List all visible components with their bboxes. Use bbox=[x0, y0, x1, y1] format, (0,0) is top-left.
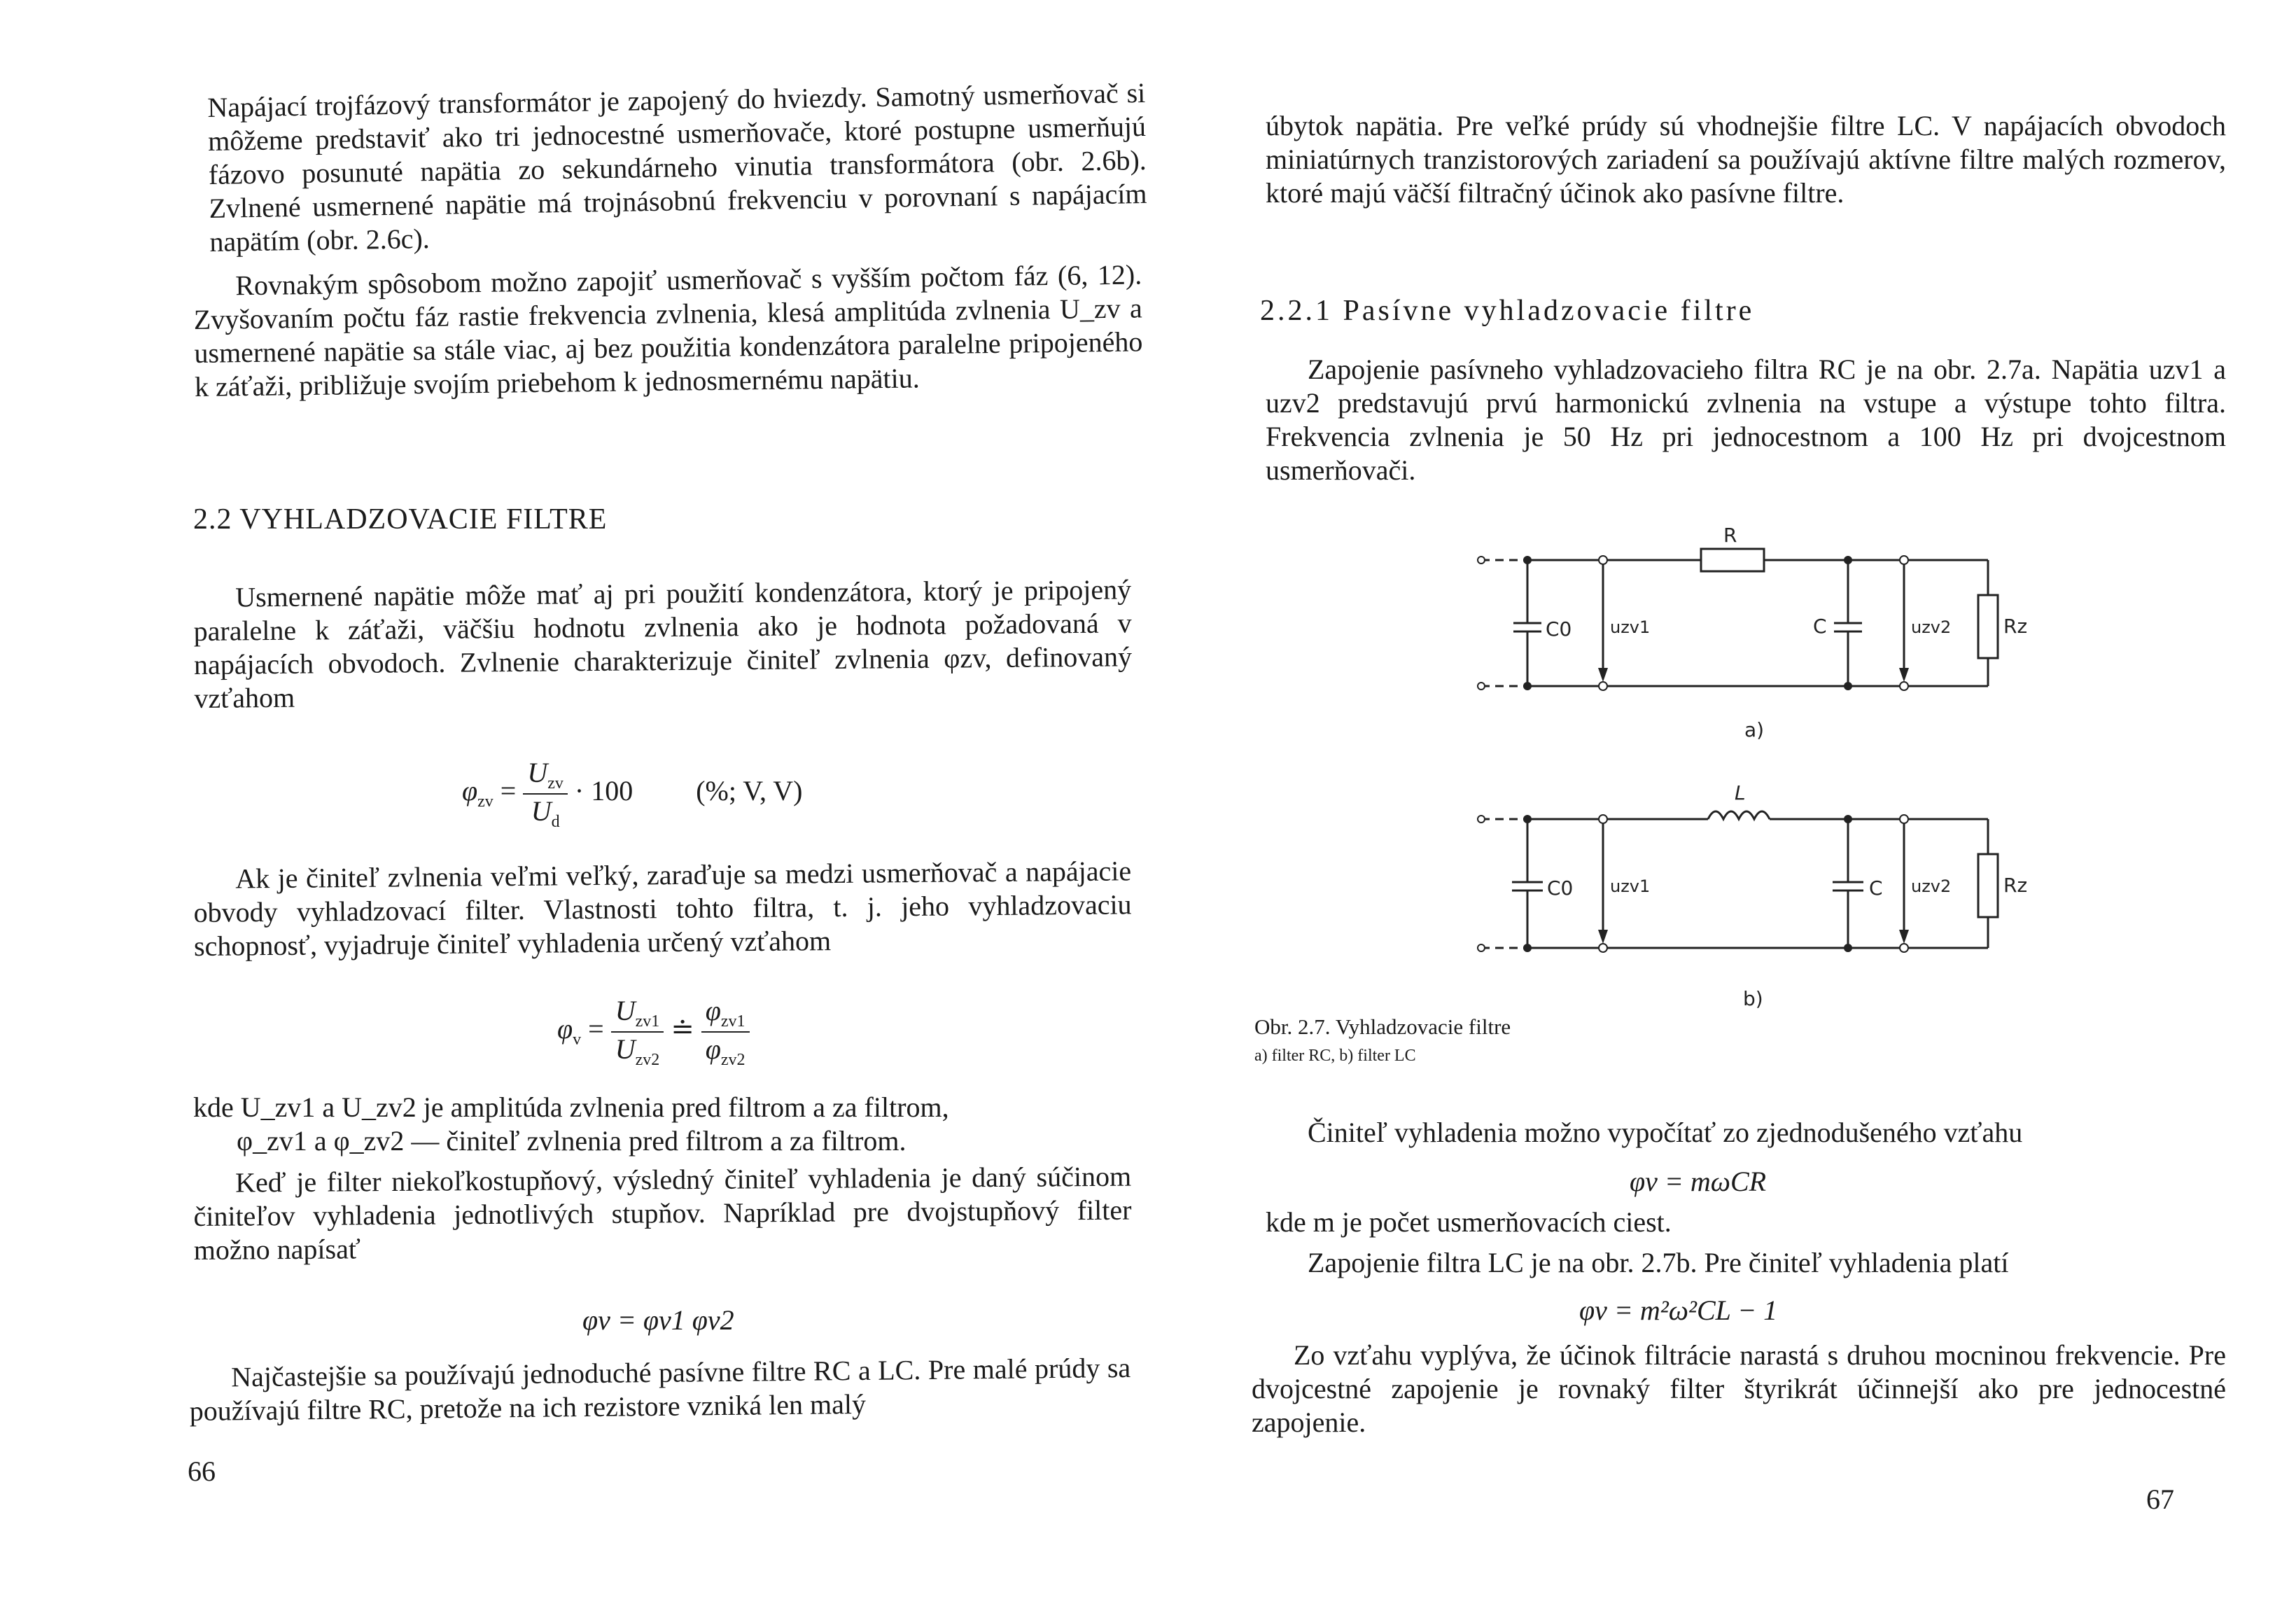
label-uzv1: uzv1 bbox=[1610, 617, 1651, 637]
section-heading: 2.2 VYHLADZOVACIE FILTRE bbox=[193, 503, 608, 536]
label-r: R bbox=[1723, 524, 1737, 547]
where-line-1: kde U_zv1 a U_zv2 je amplitúda zvlnenia pred filtrom a za filtrom, bbox=[193, 1091, 949, 1123]
left-paragraph-2-text: Rovnakým spôsobom možno zapojiť usmerňovač s vyšším počtom fáz (6, 12). Zvyšovaním počtu fáz rastie frekvencia zvlnenia, klesá amplitúda zvlnenia U_zv a usmernené napätie sa stále viac, aj bez použitia kondenzátora paralelne pripojeného k záťaži, približuje svojím priebehom k jednosmernému napätiu. bbox=[193, 258, 1143, 403]
right-paragraph-5 bbox=[1266, 1246, 2226, 1280]
right-paragraph-2-text: Zapojenie pasívneho vyhladzovacieho filtra RC je na obr. 2.7a. Napätia uzv1 a uzv2 predstavujú prvú harmonickú zvlnenia na vstupe a výstupe tohto filtra. Frekvencia zvlnenia je 50 Hz pri jednocestnom a 100 Hz pri dvojcestnom usmerňovači. bbox=[1266, 354, 2226, 486]
page-number-right: 67 bbox=[2146, 1483, 2174, 1515]
equation-lc-smoothing: φv = m²ω²CL − 1 bbox=[1579, 1294, 1778, 1326]
right-page bbox=[1148, 0, 2296, 1599]
right-paragraph-6-text: Zo vzťahu vyplýva, že účinok filtrácie narastá s druhou mocninou frekvencie. Pre dvojcestné zapojenie je rovnaký filter štyrikrát účinnejší ako pre jednocestné zapojenie. bbox=[1252, 1339, 2226, 1438]
caption-sub: a) filter RC, b) filter LC bbox=[1254, 1047, 1416, 1065]
eq1-units: (%; V, V) bbox=[696, 775, 803, 807]
eq1-lhs: $\varphi_{zv}$ bbox=[462, 775, 493, 811]
label-uzv2: uzv2 bbox=[1911, 617, 1952, 637]
right-paragraph-2 bbox=[1266, 353, 2226, 487]
subheading: 2.2.1 Pasívne vyhladzovacie filtre bbox=[1260, 295, 1755, 327]
figure-caption bbox=[1254, 1014, 1511, 1069]
label-c0: C0 bbox=[1546, 617, 1572, 641]
left-paragraph-2 bbox=[193, 258, 1143, 404]
right-paragraph-4 bbox=[1266, 1206, 2226, 1239]
caption-title: Obr. 2.7. Vyhladzovacie filtre bbox=[1254, 1014, 1511, 1039]
page-number-left: 66 bbox=[188, 1455, 216, 1487]
label-a: a) bbox=[1744, 718, 1765, 741]
schematic-rc-filter bbox=[1470, 518, 2086, 749]
label-c-b: C bbox=[1869, 877, 1883, 900]
label-rz-b: Rz bbox=[2003, 874, 2028, 897]
label-b: b) bbox=[1743, 987, 1763, 1010]
eq1-factor: · 100 bbox=[574, 775, 634, 807]
right-paragraph-3-text: Činiteľ vyhladenia možno vypočítať zo zjednodušeného vzťahu bbox=[1308, 1117, 2023, 1148]
label-uzv2-b: uzv2 bbox=[1911, 877, 1952, 896]
left-paragraph-4-text: Ak je činiteľ zvlnenia veľmi veľký, zaraďuje sa medzi usmerňovač a napájacie obvody vyhladzovací filter. Vlastnosti tohto filtra, t. j. jeho vyhladzovaciu schopnosť, vyjadruje činiteľ vyhladenia určený vzťahom bbox=[193, 855, 1132, 962]
schematic-lc-filter bbox=[1470, 777, 2086, 1015]
label-rz: Rz bbox=[2003, 615, 2028, 638]
left-paragraph-6-text: Najčastejšie sa používajú jednoduché pasívne filtre RC a LC. Pre malé prúdy sa používajú filtre RC, pretože na ich rezistore vzniká len malý bbox=[189, 1351, 1131, 1427]
left-paragraph-5 bbox=[193, 1160, 1132, 1267]
left-paragraph-5-text: Keď je filter niekoľkostupňový, výsledný činiteľ vyhladenia je daný súčinom činiteľov vyhladenia jednotlivých stupňov. Napríklad pre dvojstupňový filter možno napísať bbox=[193, 1160, 1132, 1266]
label-c0-b: C0 bbox=[1547, 877, 1574, 900]
left-paragraph-3 bbox=[193, 573, 1133, 715]
where-block bbox=[193, 1091, 1131, 1158]
left-paragraph-4 bbox=[193, 854, 1132, 963]
label-c: C bbox=[1813, 615, 1827, 638]
right-paragraph-1-text: úbytok napätia. Pre veľké prúdy sú vhodnejšie filtre LC. V napájacích obvodoch miniatúrnych tranzistorových zariadení sa používajú aktívne filtre malých rozmerov, ktoré majú väčší filtračný účinok ako pasívne filtre. bbox=[1266, 110, 2226, 209]
right-paragraph-3 bbox=[1266, 1116, 2226, 1150]
right-paragraph-4-text: kde m je počet usmerňovacích ciest. bbox=[1266, 1206, 1672, 1238]
equation-two-stage: φv = φv1 φv2 bbox=[582, 1304, 734, 1336]
left-paragraph-3-text: Usmernené napätie môže mať aj pri použití kondenzátora, ktorý je pripojený paralelne k záťaži, väčšiu hodnotu zvlnenia ako je hodnota požadovaná v napájacích obvodoch. Zvlnenie charakterizuje činiteľ zvlnenia φzv, definovaný vzťahom bbox=[193, 573, 1133, 714]
right-paragraph-6 bbox=[1252, 1339, 2226, 1439]
left-paragraph-1-text: Napájací trojfázový transformátor je zapojený do hviezdy. Samotný usmerňovač si môžeme predstaviť ako tri jednocestné usmerňovače, ktoré postupne usmerňujú fázovo posunuté napätia zo sekundárneho vinutia transformátora (obr. 2.6b). Zvlnené usmernené napätie má trojnásobnú frekvenciu v porovnaní s napájacím napätím (obr. 2.6c). bbox=[207, 76, 1147, 258]
equation-rc-smoothing: φv = mωCR bbox=[1630, 1166, 1767, 1197]
right-paragraph-1 bbox=[1266, 109, 2226, 210]
where-line-2: φ_zv1 a φ_zv2 — činiteľ zvlnenia pred filtrom a za filtrom. bbox=[237, 1125, 906, 1157]
right-paragraph-5-text: Zapojenie filtra LC je na obr. 2.7b. Pre činiteľ vyhladenia platí bbox=[1308, 1247, 2009, 1278]
label-l: L bbox=[1735, 781, 1746, 804]
equation-smoothing-factor: $\varphi_v$ = $\frac{U_{zv1}}{U_{zv2}}$ ≐ $\frac{\varphi_{zv1}}{\varphi_{zv2}}$ bbox=[557, 994, 750, 1070]
left-paragraph-1 bbox=[207, 76, 1148, 259]
eq1-fraction: $\frac{U_{zv}}{U_d}$ bbox=[523, 756, 568, 832]
equation-ripple-factor: $\varphi_{zv}$ = $\frac{U_{zv}}{U_d}$ · 100 (%; V, V) bbox=[462, 757, 803, 831]
left-paragraph-6 bbox=[189, 1351, 1131, 1428]
label-uzv1-b: uzv1 bbox=[1610, 877, 1651, 896]
